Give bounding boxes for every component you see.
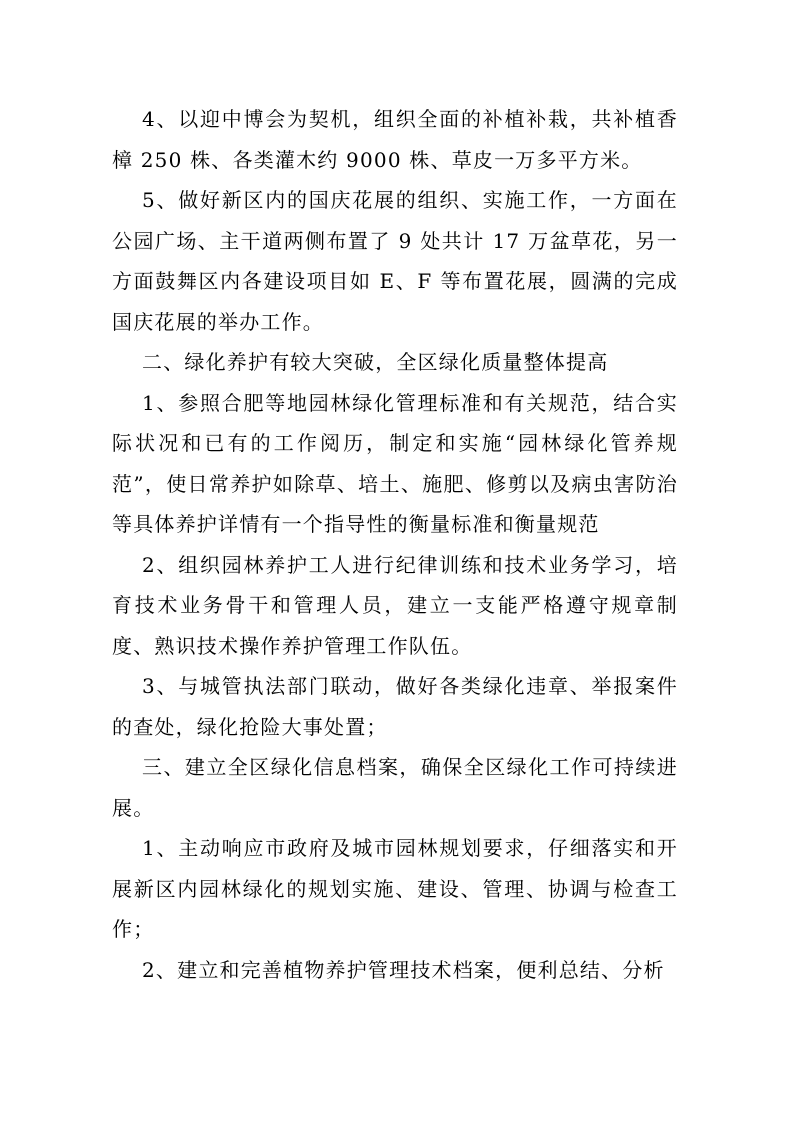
paragraph-item-2-archives: 2、建立和完善植物养护管理技术档案，便利总结、分析 bbox=[142, 957, 665, 982]
document-body bbox=[112, 99, 678, 990]
paragraph-item-2-training: 2、组织园林养护工人进行纪律训练和技术业务学习，培育技术业务骨干和管理人员，建立一支能严格遵守规章制度、熟识技术操作养护管理工作队伍。 bbox=[112, 552, 678, 658]
paragraph-item-1-standards: 1、参照合肥等地园林绿化管理标准和有关规范，结合实际状况和已有的工作阅历，制定和实施“园林绿化管养规范”，使日常养护如除草、培土、施肥、修剪以及病虫害防治等具体养护详情有一个指导性的衡量标准和衡量规范 bbox=[112, 390, 678, 536]
section-heading-3: 三、建立全区绿化信息档案，确保全区绿化工作可持续进展。 bbox=[112, 755, 678, 820]
paragraph-item-5-flower-show: 5、做好新区内的国庆花展的组织、实施工作，一方面在公园广场、主干道两侧布置了 9 处共计 17 万盆草花，另一方面鼓舞区内各建设项目如 E、F 等布置花展，圆满的完成国庆花展的举办工作。 bbox=[112, 188, 678, 334]
paragraph-item-4-replanting: 4、以迎中博会为契机，组织全面的补植补栽，共补植香樟 250 株、各类灌木约 9000 株、草皮一万多平方米。 bbox=[112, 107, 678, 172]
section-heading-2: 二、绿化养护有较大突破，全区绿化质量整体提高 bbox=[142, 350, 609, 374]
paragraph-item-3-enforcement: 3、与城管执法部门联动，做好各类绿化违章、举报案件的查处，绿化抢险大事处置； bbox=[112, 674, 678, 739]
paragraph-item-1-planning: 1、主动响应市政府及城市园林规划要求，仔细落实和开展新区内园林绿化的规划实施、建设、管理、协调与检查工作； bbox=[112, 836, 678, 941]
